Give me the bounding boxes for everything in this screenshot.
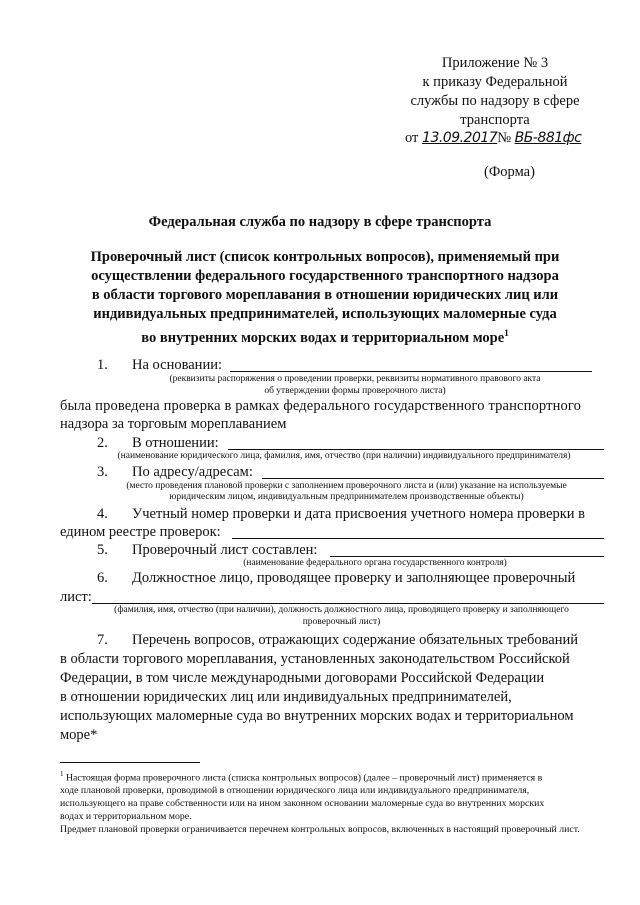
item-4-fill-line xyxy=(232,538,604,539)
item-7-line: в отношении юридических лиц или индивидуальных предпринимателей, xyxy=(60,689,512,705)
order-prefix: от xyxy=(405,130,419,146)
item-5-note: (наименование федерального органа государственного контроля) xyxy=(243,558,507,568)
title-line: во внутренних морских водах и территориальном море$^1$ xyxy=(141,328,509,346)
item-5-label: Проверочный лист составлен: xyxy=(132,542,318,558)
footnote-separator xyxy=(60,762,200,763)
item-3-number: 3. xyxy=(97,464,108,480)
paragraph-line: была проведена проверка в рамках федерального государственного транспортного xyxy=(60,398,582,414)
item-2-number: 2. xyxy=(97,435,108,451)
title-line: индивидуальных предпринимателей, использующих маломерные суда xyxy=(93,306,557,322)
title-line: Проверочный лист (список контрольных вопросов), применяемый при xyxy=(90,249,560,265)
item-5-number: 5. xyxy=(97,542,108,558)
appendix-line: транспорта xyxy=(460,112,530,128)
appendix-line: к приказу Федеральной xyxy=(422,74,568,90)
document-title xyxy=(60,248,590,348)
item-3-note-2: юридическим лицом, индивидуальным предпринимателем производственные объекты) xyxy=(169,492,524,502)
order-date-handwritten: 13.09.2017 xyxy=(422,130,498,146)
footnote-line: использующего на праве собственности или на ином законном основании маломерные суда во внутренних морских xyxy=(60,798,545,810)
item-3-label: По адресу/адресам: xyxy=(132,464,253,480)
item-1-number: 1. xyxy=(97,357,108,373)
appendix-line: Приложение № 3 xyxy=(441,55,549,71)
appendix-block xyxy=(405,54,585,130)
order-number-handwritten: ВБ-881фс xyxy=(514,130,582,146)
appendix-line: службы по надзору в сфере xyxy=(410,93,580,109)
item-2-fill-line xyxy=(228,449,604,450)
item-3-fill-line xyxy=(262,478,604,479)
item-1-label: На основании: xyxy=(132,357,222,373)
title-line: осуществлении федерального государственного транспортного надзора xyxy=(91,268,559,284)
item-6-note-2: проверочный лист) xyxy=(302,617,381,627)
item-4-line-1: Учетный номер проверки и дата присвоения учетного номера проверки в xyxy=(132,506,586,522)
footnote-line: $^1$ Настоящая форма проверочного листа (списка контрольных вопросов) (далее – проверочный лист) применяется в xyxy=(60,770,543,784)
item-7-number: 7. xyxy=(97,632,108,648)
item-1-note-1: (реквизиты распоряжения о проведении проверки, реквизиты нормативного правового акта xyxy=(169,374,541,384)
item-7-line: Перечень вопросов, отражающих содержание обязательных требований xyxy=(132,632,578,648)
item-2-note: (наименование юридического лица, фамилия, имя, отчество (при наличии) индивидуального предпринимателя) xyxy=(117,451,571,461)
footnote-line: водах и территориальном море. xyxy=(60,811,192,823)
item-1-note-2: об утверждении формы проверочного листа) xyxy=(264,386,446,396)
item-7-line: Федерации, в том числе международными договорами Российской Федерации xyxy=(60,670,545,686)
footnote-line: Предмет плановой проверки ограничивается перечнем контрольных вопросов, включенных в настоящий проверочный лист. xyxy=(60,824,580,836)
item-6-line-1: Должностное лицо, проводящее проверку и заполняющее проверочный xyxy=(132,570,576,586)
item-7-line: в области торгового мореплавания, установленных законодательством Российской xyxy=(60,651,570,667)
order-reference xyxy=(405,130,605,147)
footnote xyxy=(60,768,612,836)
item-6-fill-line xyxy=(92,603,604,604)
item-5-fill-line xyxy=(330,556,604,557)
item-6-line-2: лист: xyxy=(60,589,92,605)
item-1-fill-line xyxy=(230,371,592,372)
item-4-line-2: едином реестре проверок: xyxy=(60,524,221,540)
item-7-line: использующих маломерные суда во внутренних морских водах и территориальном xyxy=(60,708,574,724)
footnote-mark: 1 xyxy=(60,770,64,778)
item-6-number: 6. xyxy=(97,570,108,586)
item-4-number: 4. xyxy=(97,506,108,522)
item-3-note-1: (место проведения плановой проверки с заполнением проверочного листа и (или) указание на используемые xyxy=(126,481,567,491)
paragraph-line: надзора за торговым мореплаванием xyxy=(60,416,287,432)
footnote-marker: 1 xyxy=(504,328,509,338)
item-7-line: море* xyxy=(60,727,98,743)
title-line: в области торгового мореплавания в отношении юридических лиц или xyxy=(91,287,559,303)
footnote-line: ходе плановой проверки, проводимой в отношении юридического лица или индивидуального предпринимателя, xyxy=(60,785,530,797)
item-2-label: В отношении: xyxy=(132,435,219,451)
form-label: (Форма) xyxy=(484,164,535,180)
item-6-note-1: (фамилия, имя, отчество (при наличии), должность должностного лица, проводящего проверку и заполняющего xyxy=(114,605,569,615)
agency-heading: Федеральная служба по надзору в сфере транспорта xyxy=(148,214,492,230)
order-number-label: № xyxy=(497,130,512,146)
